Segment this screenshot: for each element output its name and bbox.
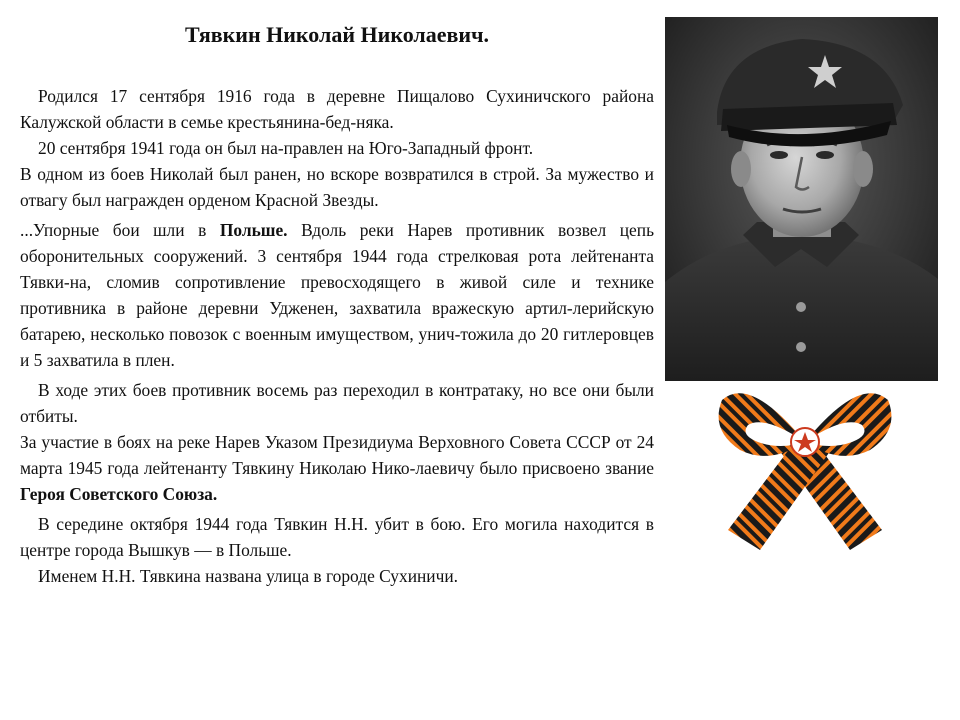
bio-paragraph: 20 сентября 1941 года он был на-правлен на Юго-Западный фронт. bbox=[38, 138, 534, 158]
biography-text bbox=[20, 83, 654, 589]
st-george-ribbon-icon bbox=[710, 380, 900, 555]
bio-paragraph bbox=[20, 217, 654, 373]
bio-bold-segment: Польше. bbox=[219, 220, 288, 240]
bio-text-segment: Вдоль реки Нарев противник возвел цепь оборонительных сооружений. 3 сентября 1944 года стрелковая рота лейтенанта Тявки-на, сломив сопротивление превосходящего в живой силе и технике противника в районе деревни Удженен, захватила вражескую артил-лерийскую батарею, несколько повозок с военным имуществом, унич-тожила до 20 гитлеровцев и 5 захватила в плен. bbox=[20, 220, 654, 370]
bio-paragraph: В середине октября 1944 года Тявкин Н.Н. убит в бою. Его могила находится в центре города Вышкув — в Польше. bbox=[20, 514, 654, 560]
bio-paragraph: В ходе этих боев противник восемь раз переходил в контратаку, но все они были отбиты. bbox=[20, 380, 654, 426]
page-title: Тявкин Николай Николаевич. bbox=[184, 22, 489, 47]
bio-bold-segment: Героя Советского Союза. bbox=[20, 484, 218, 504]
portrait-photo bbox=[665, 17, 938, 381]
bio-text-segment: За участие в боях на реке Нарев Указом Президиума Верховного Совета СССР от 24 марта 1945 года лейтенанту Тявкину Николаю Нико-лаевичу было присвоено звание bbox=[20, 432, 654, 478]
bio-paragraph: Родился 17 сентября 1916 года в деревне Пищалово Сухиничского района Калужской области в семье крестьянина-бед-няка. bbox=[20, 86, 654, 132]
bio-paragraph bbox=[20, 429, 654, 507]
bio-text-segment: ...Упорные бои шли в bbox=[20, 220, 220, 240]
bio-paragraph: В одном из боев Николай был ранен, но вскоре возвратился в строй. За мужество и отвагу был награжден орденом Красной Звезды. bbox=[20, 164, 654, 210]
bio-paragraph: Именем Н.Н. Тявкина названа улица в городе Сухиничи. bbox=[38, 566, 459, 586]
